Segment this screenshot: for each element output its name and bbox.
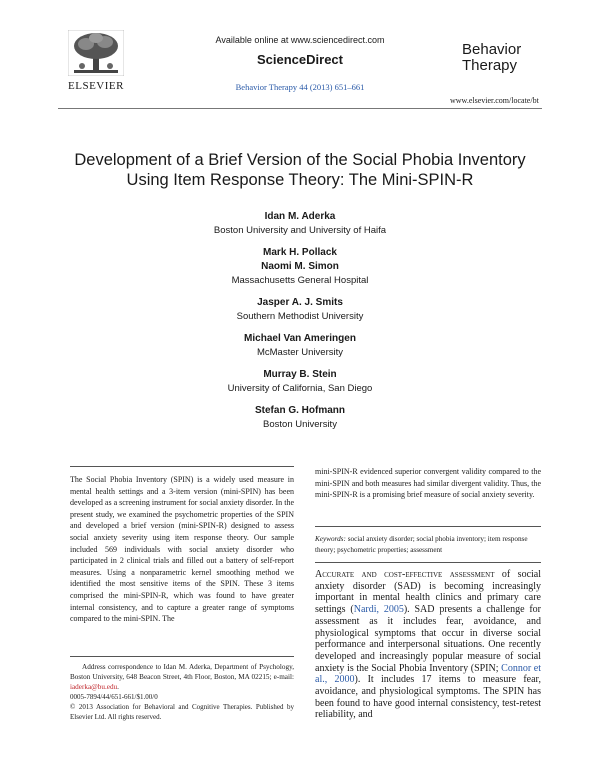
intro-lead-in: Accurate and cost-effective assessment (315, 569, 495, 580)
journal-logo-line2: Therapy (462, 57, 518, 74)
title-line-1: Development of a Brief Version of the Social Phobia Inventory (74, 151, 526, 169)
correspondence-text: Address correspondence to Idan M. Aderka, Department of Psychology, Boston University, 648 Beacon Street, 4th Floor, Boston, MA 02215; e-mail: (70, 663, 294, 681)
author-affiliation: Massachusetts General Hospital (231, 275, 369, 286)
author-block (100, 210, 500, 238)
issn-line: 0005-7894/44/651-661/$1.00/0 (70, 693, 158, 701)
keywords-text: social anxiety disorder; social phobia inventory; item response theory; psychometric properties; assessment (315, 535, 528, 554)
author-name: Naomi M. Simon (261, 261, 339, 272)
author-name: Stefan G. Hofmann (254, 405, 345, 416)
correspondence-email[interactable]: iaderka@bu.edu (70, 683, 118, 691)
author-affiliation: University of California, San Diego (227, 383, 373, 394)
abstract-top-rule (70, 466, 294, 467)
journal-logo-line1: Behavior (462, 41, 522, 58)
sciencedirect-brand[interactable]: ScienceDirect (257, 52, 343, 67)
author-block (100, 368, 500, 396)
introduction-paragraph (315, 569, 541, 721)
author-block (100, 246, 500, 288)
publisher-logo-text: ELSEVIER (68, 80, 124, 92)
footnote-rule (70, 656, 294, 657)
correspondence-footnote (70, 662, 294, 722)
journal-url[interactable]: www.elsevier.com/locate/bt (450, 96, 539, 105)
reference-link-nardi[interactable]: Nardi, 2005 (353, 604, 404, 616)
author-block (100, 404, 500, 432)
author-name: Mark H. Pollack (263, 247, 337, 258)
keywords-rule (315, 562, 541, 563)
intro-text-2: ). SAD presents a challenge for assessment as it includes fear, avoidance, and physiological symptoms that occur in diverse social performance and interpersonal situations. One recently developed and increasingly popular measure of social anxiety is the Social Phobia Inventory (SPIN; (315, 604, 541, 674)
intro-text-1: of social anxiety disorder (SAD) is becoming increasingly important in mental health clinics and primary care settings ( (315, 569, 542, 616)
keywords-label: Keywords: (315, 535, 346, 543)
author-name: Murray B. Stein (263, 369, 337, 380)
journal-citation[interactable]: Behavior Therapy 44 (2013) 651–661 (235, 82, 365, 92)
reference-link-connor[interactable]: Connor et al., 2000 (315, 662, 541, 686)
author-affiliation: Boston University (263, 419, 337, 430)
correspondence-end: . (117, 683, 119, 691)
author-affiliation: Southern Methodist University (236, 311, 364, 322)
correspondence-address (70, 662, 294, 692)
header-divider (58, 108, 542, 109)
author-list (100, 210, 500, 432)
author-block (100, 296, 500, 324)
author-name: Idan M. Aderka (264, 211, 336, 222)
abstract-part-1: The Social Phobia Inventory (SPIN) is a widely used measure in mental health settings and a 3-item version (mini-SPIN) has been developed as a screening instrument for social anxiety disorder. In the present study, we examined the psychometric properties of the SPIN and developed a brief version (mini-SPIN-R) designed to assess social anxiety severity using item response theory. Our sample included 569 individuals with social anxiety disorder who participated in 2 clinical trials and filled out a battery of self-report measures. Using a nonparametric kernel smoothing method we identified the most sensitive items of the SPIN. These 3 items comprised the mini-SPIN-R, which was found to have greater internal consistency, and to capture a greater range of symptoms compared to the mini-SPIN. The (70, 475, 294, 624)
intro-text-3: ). It includes 17 items to measure fear, avoidance, and physiological symptoms. The SPIN has been found to have good internal consistency, test-retest reliability, and (315, 674, 541, 721)
available-online[interactable]: Available online at www.sciencedirect.com (215, 35, 385, 45)
keywords (315, 534, 541, 555)
author-affiliation: McMaster University (256, 347, 344, 358)
abstract-part-2: mini-SPIN-R evidenced superior convergent validity compared to the mini-SPIN and both measures had similar divergent validity. Thus, the mini-SPIN-R is a promising brief measure of social anxiety severity. (315, 467, 541, 500)
journal-logo (462, 42, 521, 74)
abstract-bottom-rule (315, 526, 541, 527)
copyright-line: © 2013 Association for Behavioral and Cognitive Therapies. Published by Elsevier Ltd. All rights reserved. (70, 703, 294, 721)
author-affiliation: Boston University and University of Haifa (213, 225, 387, 236)
article-title (40, 150, 560, 190)
author-name: Jasper A. J. Smits (257, 297, 343, 308)
author-block (100, 332, 500, 360)
title-line-2: Using Item Response Theory: The Mini-SPIN-R (126, 171, 474, 189)
author-name: Michael Van Ameringen (244, 333, 356, 344)
